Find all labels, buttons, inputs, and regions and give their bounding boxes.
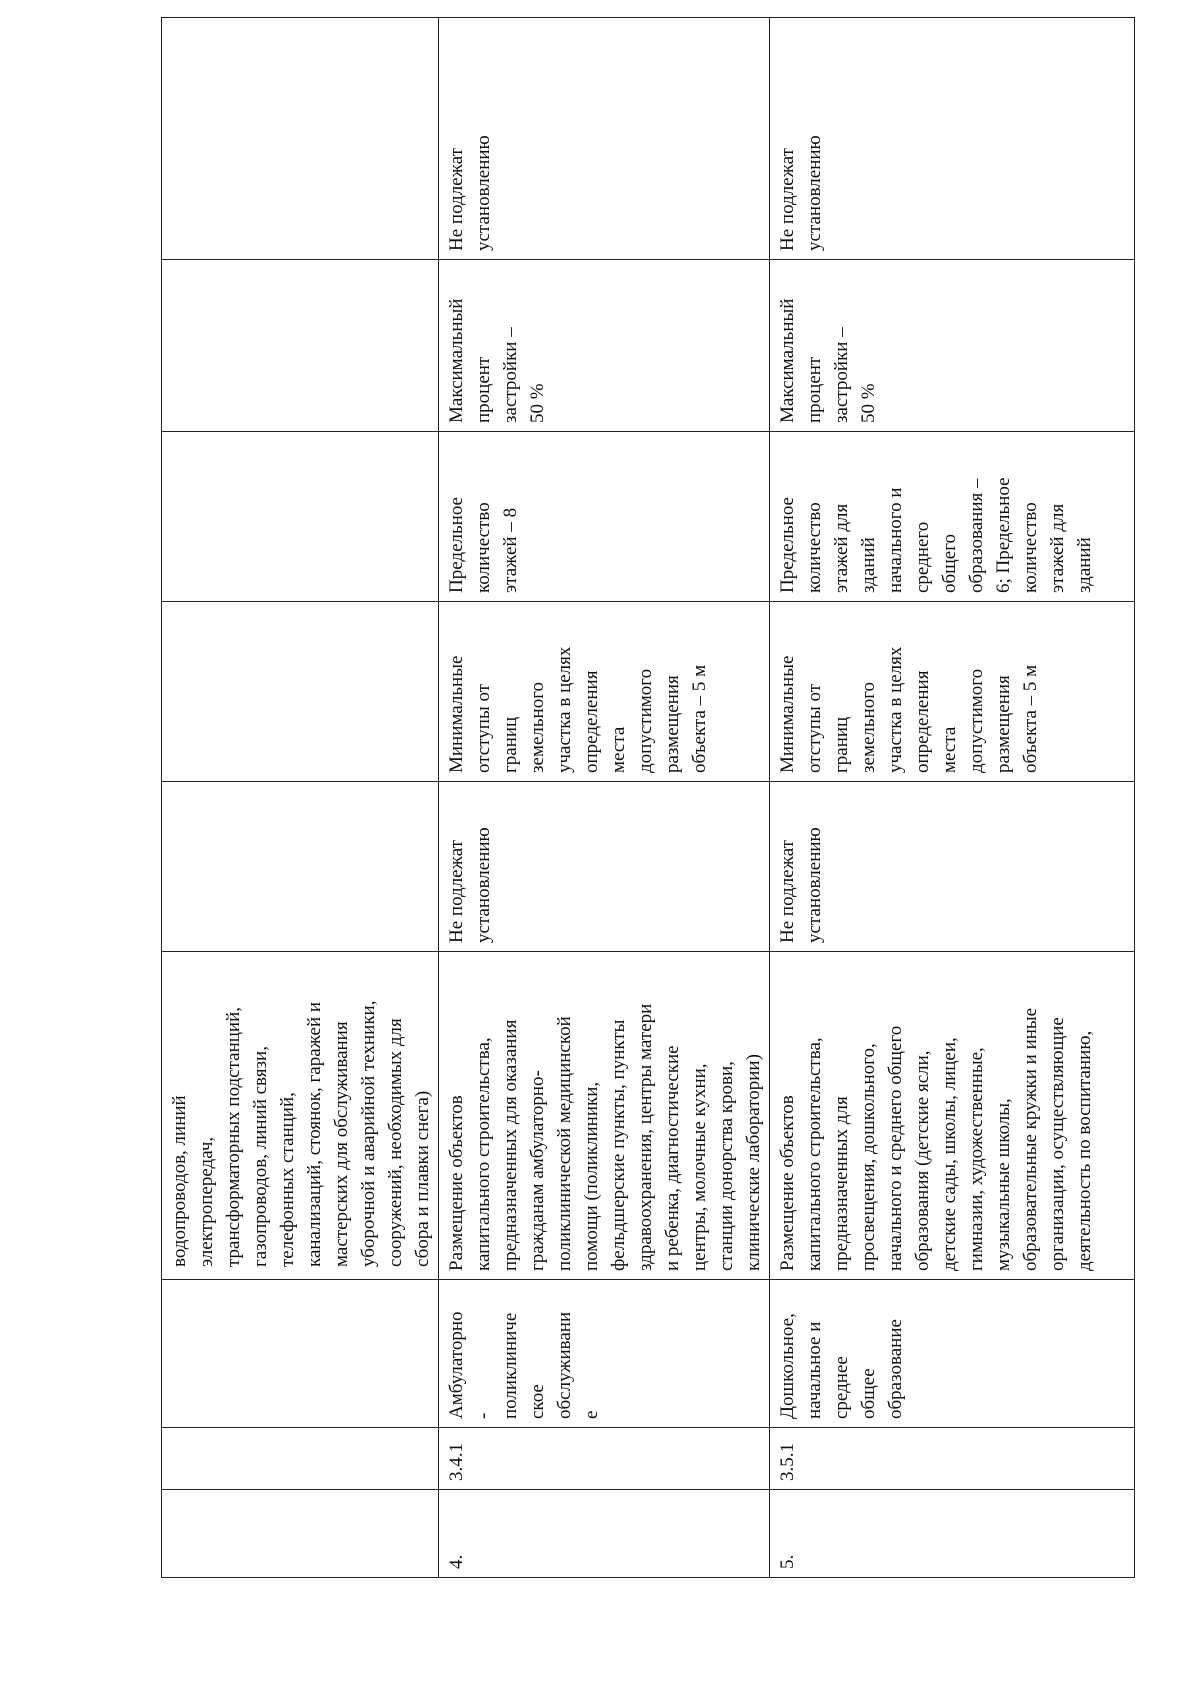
cell-description: водопроводов, линий электропередач, трансформаторных подстанций, газопроводов, линий связи, телефонных станций, канализаций, стоянок, гаражей и мастерских для обслуживания уборочной и аварийной техники, сооружений, необходимых для сбора и плавки снега) (162, 952, 439, 1280)
cell-code: 3.5.1 (770, 1428, 1135, 1490)
cell-name: Амбулаторно - поликлиниче ское обслуживани е (439, 1280, 770, 1428)
cell-setbacks (162, 602, 439, 782)
table-row-4 (439, 18, 770, 1578)
cell-name (162, 1280, 439, 1428)
cell-description: Размещение объектов капитального строительства, предназначенных для оказания гражданам амбулаторно- поликлинической медицинской помощи (поликлиники, фельдшерские пункты, пункты здравоохранения, центры матери и ребенка, диагностические центры, молочные кухни, станции донорства крови, клинические лаборатории) (439, 952, 770, 1280)
cell-setbacks: Минимальные отступы от границ земельного участка в целях определения места допустимого размещения объекта – 5 м (770, 602, 1135, 782)
cell-description: Размещение объектов капитального строительства, предназначенных для просвещения, дошкольного, начального и среднего общего образования (детские ясли, детские сады, школы, лицеи, гимназии, художественные, музыкальные школы, образовательные кружки и иные организации, осуществляющие деятельность по воспитанию, (770, 952, 1135, 1280)
cell-num (162, 1490, 439, 1578)
cell-coverage: Максимальный процент застройки – 50 % (770, 260, 1135, 432)
cell-other: Не подлежат установлению (439, 18, 770, 260)
cell-setbacks: Минимальные отступы от границ земельного участка в целях определения места допустимого размещения объекта – 5 м (439, 602, 770, 782)
cell-num: 5. (770, 1490, 1135, 1578)
cell-other (162, 18, 439, 260)
cell-coverage: Максимальный процент застройки – 50 % (439, 260, 770, 432)
cell-num: 4. (439, 1490, 770, 1578)
cell-plot-size: Не подлежат установлению (439, 782, 770, 952)
cell-floors: Предельное количество этажей – 8 (439, 432, 770, 602)
cell-plot-size (162, 782, 439, 952)
regulations-table (161, 17, 1135, 1578)
cell-coverage (162, 260, 439, 432)
table-row-continuation (162, 18, 439, 1578)
cell-plot-size: Не подлежат установлению (770, 782, 1135, 952)
cell-name: Дошкольное, начальное и среднее общее образование (770, 1280, 1135, 1428)
table-row-5 (770, 18, 1135, 1578)
cell-code: 3.4.1 (439, 1428, 770, 1490)
rotated-table-wrapper (161, 78, 1121, 1578)
cell-other: Не подлежат установлению (770, 18, 1135, 260)
cell-floors (162, 432, 439, 602)
cell-floors: Предельное количество этажей для зданий начального и среднего общего образования – 6; Предельное количество этажей для зданий (770, 432, 1135, 602)
cell-code (162, 1428, 439, 1490)
